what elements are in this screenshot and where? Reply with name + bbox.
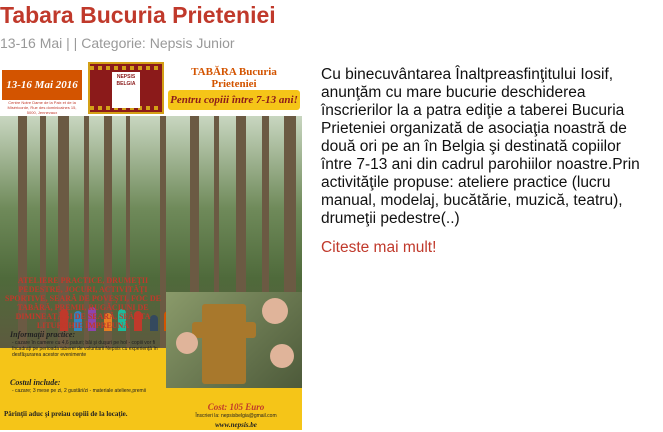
post-date: 13-16 Mai <box>0 35 63 51</box>
poster-email: Înscrieri la: nepsisbelgia@gmail.com <box>195 413 277 419</box>
poster-address: Centre Notre Dame de la Paix et de la Miséricorde, Rue des dominicaines 15, 5000, Jennevaux <box>7 100 77 115</box>
wooden-cross <box>202 304 246 384</box>
meta-separator: | | <box>62 35 82 51</box>
poster-camp-title: TABĂRA Bucuria Prieteniei <box>191 66 277 90</box>
poster-header <box>0 58 302 116</box>
read-more-link[interactable]: Citeste mai mult! <box>321 239 437 256</box>
logo-text: NEPSIS BELGIA <box>112 72 140 108</box>
poster-info-text: - cazare în camere cu 4,6 paturi; băi şi duşuri pe hol - copiii vor fi încadraţi pe perioada taberei de voluntarii Nepsis cu experienţă în desfăşurarea acestor evenimente <box>12 340 158 358</box>
poster-info-title: Informaţii practice: <box>10 330 76 339</box>
poster-cost-text: - cazare; 3 mese pe zi, 2 gustări/zi - materiale ateliere,premii <box>12 388 146 394</box>
post-excerpt: Cu binecuvântarea Înaltpreasfinţitului Iosif, anunţăm cu mare bucurie deschiderea înscrierilor la a patra ediţie a taberei Bucuria Prieteniei organizată de asociaţia noastră de două ori pe an în Belgia şi destinată copiilor între 7-13 ani din cadrul parohiilor noastre.Prin activităţile propuse: ateliere practice (lucru manual, modelaj, bucătărie, muzică, teatru), drumeţii pedestre(..) <box>321 66 640 227</box>
post-meta <box>0 35 235 51</box>
post-title[interactable]: Tabara Bucuria Prieteniei <box>0 2 276 28</box>
poster-parents-note: Părinţii aduc şi preiau copiii de la locaţie. <box>4 410 128 418</box>
category-link[interactable]: Nepsis Junior <box>149 35 235 51</box>
nepsis-logo <box>88 62 164 114</box>
poster-website: www.nepsis.be <box>215 421 257 429</box>
children-cross-photo <box>166 292 302 388</box>
poster-price: Cost: 105 Euro <box>207 402 265 412</box>
poster-activities: ATELIERE PRACTICE, DRUMEŢII PEDESTRE, JOCURI, ACTIVITĂŢI SPORTIVE, SEARĂ DE POVEŞTI, FOC DE TABĂRĂ, PREMII, RUGĂCIUNI DE DIMINEAŢĂ ŞI DE SEARĂ, SFÂNTA LITURGHIE ÎMPREUNĂ <box>5 276 161 330</box>
poster-date: 13-16 Mai 2016 <box>2 70 82 100</box>
poster-cost-title: Costul include: <box>10 378 61 387</box>
category-label: Categorie: <box>81 35 150 51</box>
poster-age-banner: Pentru copiii între 7-13 ani! <box>168 90 300 110</box>
